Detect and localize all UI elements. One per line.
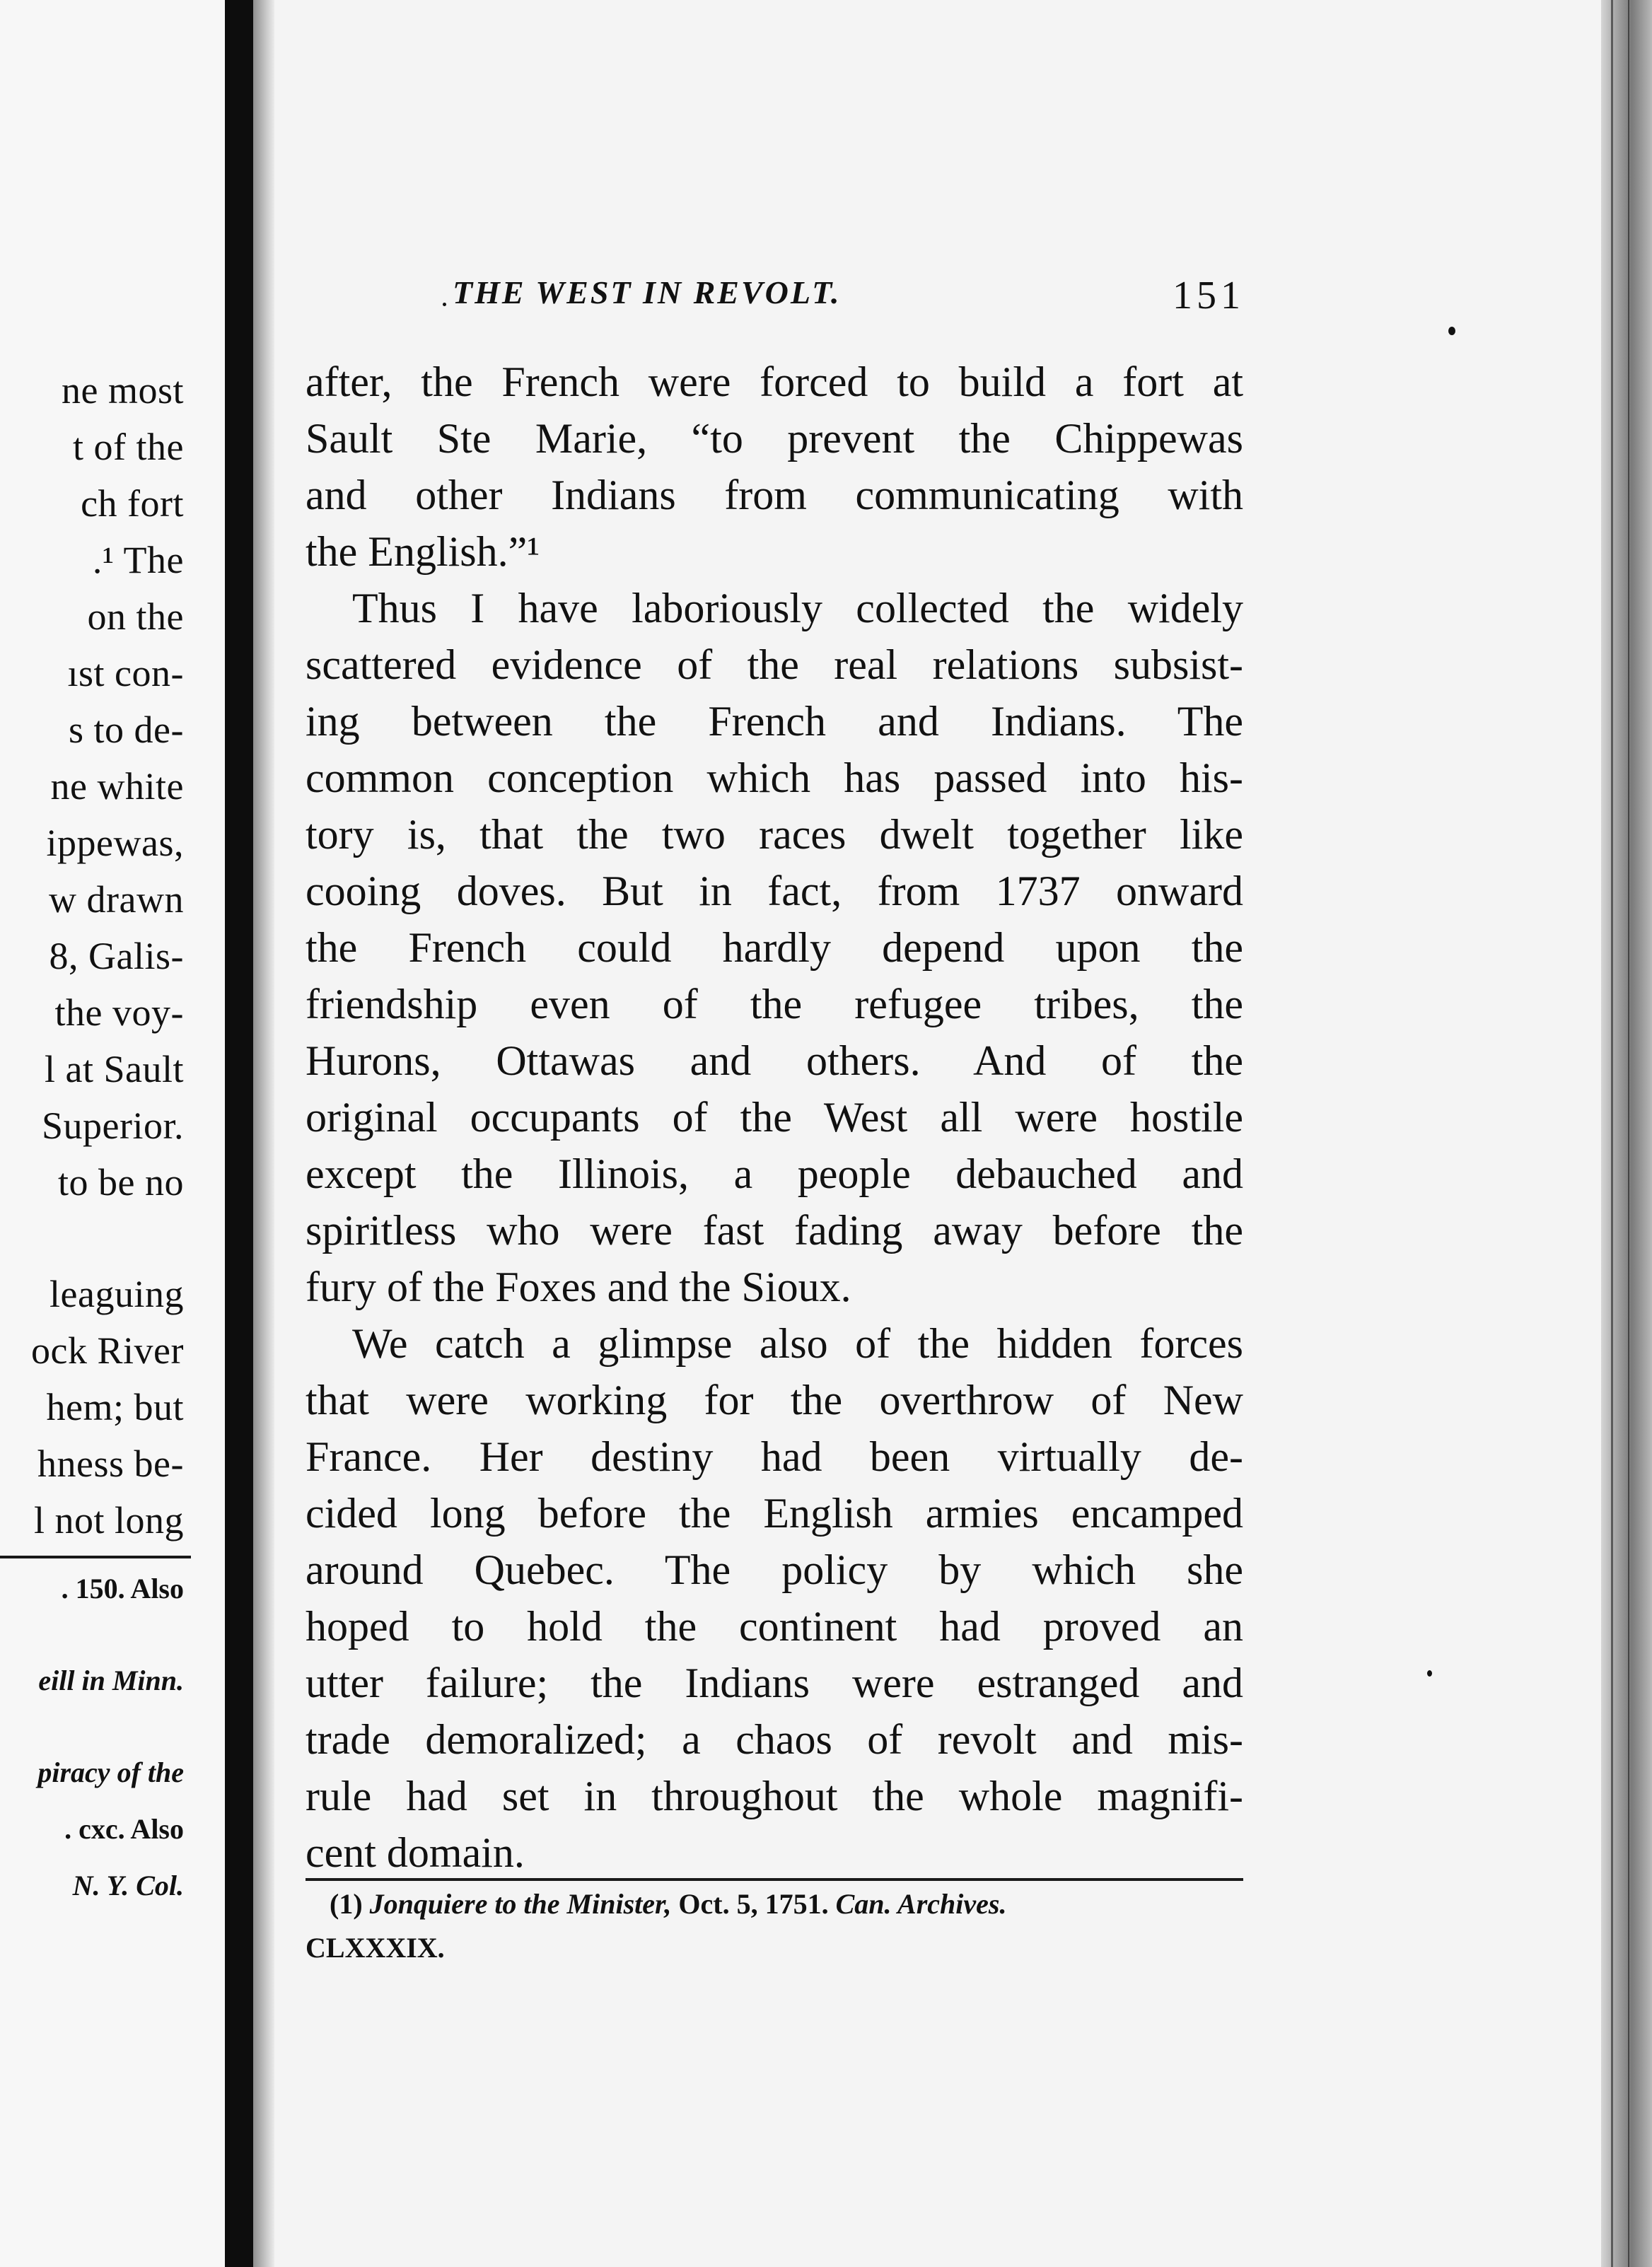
page-stack-edge — [1601, 0, 1652, 2267]
body-line: cided long before the English armies encamped — [306, 1490, 1243, 1537]
left-text-fragment: ch fort — [81, 482, 184, 525]
running-head: THE WEST IN REVOLT. — [453, 274, 842, 310]
body-line: spiritless who were fast fading away before the — [306, 1207, 1243, 1254]
left-text-fragment: leaguing — [50, 1273, 184, 1315]
body-line: after, the French were forced to build a fort at — [306, 359, 1243, 405]
left-text-fragment: hem; but — [46, 1386, 184, 1428]
body-line: fury of the Foxes and the Sioux. — [306, 1264, 851, 1310]
left-text-fragment: l at Sault — [45, 1048, 184, 1090]
left-text-fragment: t of the — [73, 426, 184, 468]
body-line: Hurons, Ottawas and others. And of the — [306, 1037, 1243, 1084]
left-text-fragment: .¹ The — [92, 539, 184, 581]
body-line: friendship even of the refugee tribes, the — [306, 981, 1243, 1027]
left-text-fragment: ock River — [31, 1329, 184, 1372]
footnote-source: Jonquiere to the Minister, — [369, 1888, 672, 1920]
ink-speck — [1427, 1670, 1432, 1677]
left-page — [0, 0, 225, 2267]
body-line: the French could hardly depend upon the — [306, 924, 1243, 971]
body-line: cooing doves. But in fact, from 1737 onward — [306, 868, 1243, 914]
left-text-fragment: ne white — [50, 765, 184, 808]
left-footnote-fragment: N. Y. Col. — [72, 1870, 184, 1901]
left-text-fragment: on the — [87, 595, 184, 638]
body-line: tory is, that the two races dwelt together like — [306, 811, 1243, 858]
left-text-fragment: ne most — [62, 369, 184, 412]
body-line: cent domain. — [306, 1829, 525, 1876]
left-footnote-rule — [0, 1556, 191, 1558]
book-gutter — [225, 0, 253, 2267]
left-text-fragment: ippewas, — [46, 822, 184, 864]
left-footnote-fragment: eill in Minn. — [38, 1665, 184, 1696]
body-line: original occupants of the West all were hostile — [306, 1094, 1243, 1141]
body-line: scattered evidence of the real relations subsist- — [306, 641, 1243, 688]
footnote-marker: (1) — [330, 1888, 363, 1920]
footnote-date: Oct. 5, 1751. — [678, 1888, 829, 1920]
body-line: ing between the French and Indians. The — [306, 698, 1243, 745]
footnote — [330, 1887, 1006, 1922]
ink-speck — [443, 303, 446, 306]
footnote-continuation: CLXXXIX. — [306, 1932, 445, 1964]
body-line: common conception which has passed into his- — [306, 754, 1243, 801]
body-line: Sault Ste Marie, “to prevent the Chippewas — [306, 415, 1243, 462]
footnote-rule — [306, 1878, 1243, 1881]
body-line: that were working for the overthrow of New — [306, 1377, 1243, 1423]
ink-speck — [1448, 327, 1455, 335]
left-text-fragment: ıst con- — [67, 652, 184, 694]
body-line: and other Indians from communicating with — [306, 472, 1243, 518]
gutter-shadow — [253, 0, 274, 2267]
left-text-fragment: to be no — [58, 1161, 184, 1204]
body-line: the English.”¹ — [306, 528, 540, 575]
body-line: rule had set in throughout the whole magnifi- — [306, 1773, 1243, 1819]
left-footnote-fragment: piracy of the — [37, 1756, 184, 1788]
footnote-archive: Can. Archives. — [835, 1888, 1007, 1920]
left-footnote-fragment: . 150. Also — [61, 1573, 184, 1604]
left-text-fragment: hness be- — [37, 1443, 184, 1485]
body-line: We catch a glimpse also of the hidden forces — [352, 1320, 1243, 1367]
body-line: utter failure; the Indians were estranged and — [306, 1660, 1243, 1706]
body-line: except the Illinois, a people debauched and — [306, 1150, 1243, 1197]
body-line: Thus I have laboriously collected the widely — [352, 585, 1243, 631]
left-text-fragment: s to de- — [69, 709, 184, 751]
left-text-fragment: 8, Galis- — [49, 935, 184, 977]
body-line: France. Her destiny had been virtually de- — [306, 1433, 1243, 1480]
left-footnote-fragment: . cxc. Also — [64, 1813, 184, 1845]
left-text-fragment: Superior. — [42, 1105, 184, 1147]
left-text-fragment: the voy- — [54, 991, 184, 1034]
left-text-fragment: w drawn — [49, 878, 184, 921]
left-text-fragment: l not long — [33, 1499, 184, 1542]
body-line: trade demoralized; a chaos of revolt and mis- — [306, 1716, 1243, 1763]
page-number: 151 — [1173, 274, 1245, 317]
body-line: hoped to hold the continent had proved an — [306, 1603, 1243, 1650]
body-line: around Quebec. The policy by which she — [306, 1546, 1243, 1593]
